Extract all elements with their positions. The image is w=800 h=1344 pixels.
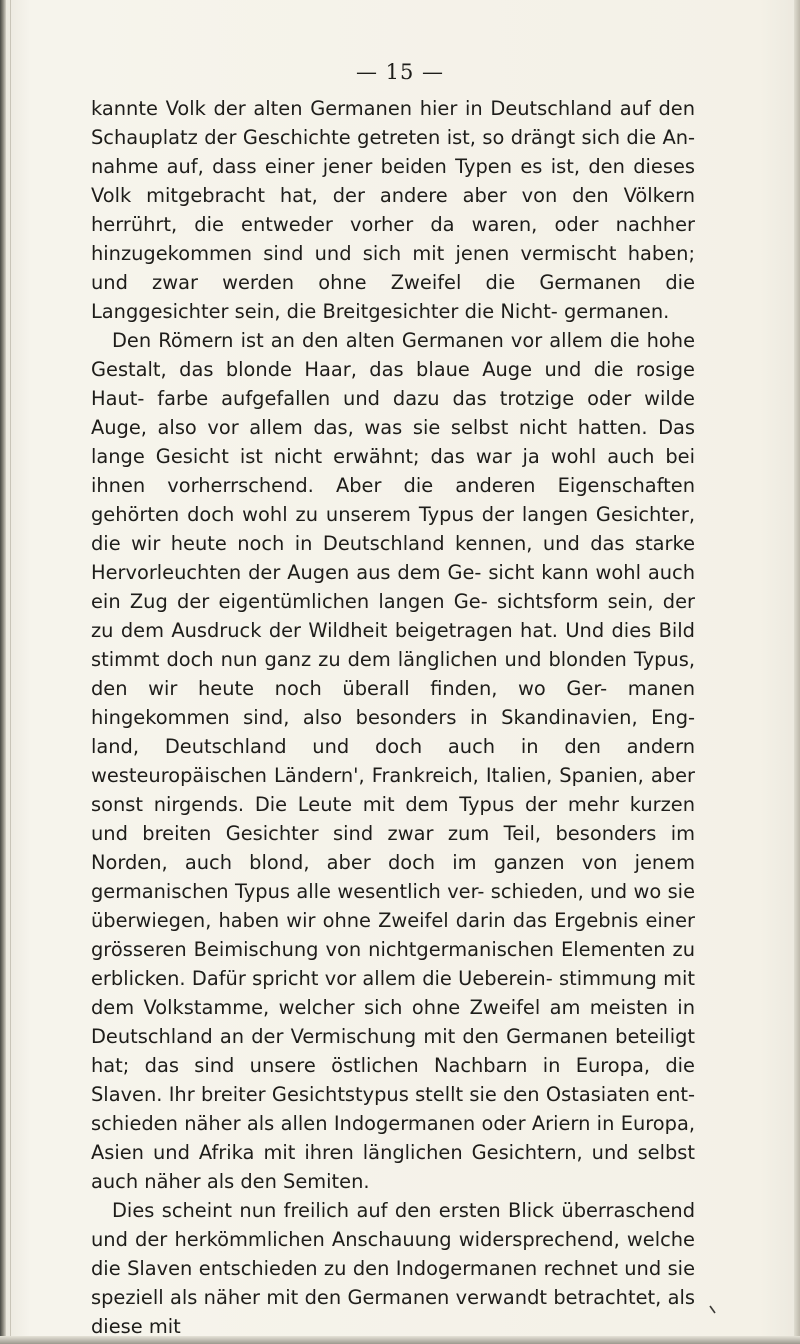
binding-edge: [0, 0, 6, 1344]
paragraph-2: Den Römern ist an den alten Germanen vor allem die hohe Gestalt, das blonde Haar, das blaue Auge und die rosige Haut- farbe aufgefallen und dazu das trotzige oder wilde Auge, also vor allem das, was sie selbst nicht hatten. Das lange Gesicht ist nicht erwähnt; das war ja wohl auch bei ihnen vorherrschend. Aber die anderen Eigenschaften gehörten doch wohl zu unserem Typus der langen Gesichter, die wir heute noch in Deutschland kennen, und das starke Hervorleuchten der Augen aus dem Ge- sicht kann wohl auch ein Zug der eigentümlichen langen Ge- sichtsform sein, der zu dem Ausdruck der Wildheit beigetragen hat. Und dies Bild stimmt doch nun ganz zu dem länglichen und blonden Typus, den wir heute noch überall finden, wo Ger- manen hingekommen sind, also besonders in Skandinavien, Eng- land, Deutschland und doch auch in den andern westeuropäischen Ländern', Frankreich, Italien, Spanien, aber sonst nirgends. Die Leute mit dem Typus der mehr kurzen und breiten Gesichter sind zwar zum Teil, besonders im Norden, auch blond, aber doch im ganzen von jenem germanischen Typus alle wesentlich ver- schieden, und wo sie überwiegen, haben wir ohne Zweifel darin das Ergebnis einer grösseren Beimischung von nichtgermanischen Elementen zu erblicken. Dafür spricht vor allem die Ueberein- stimmung mit dem Volkstamme, welcher sich ohne Zweifel am meisten in Deutschland an der Vermischung mit den Germanen beteiligt hat; das sind unsere östlichen Nachbarn in Europa, die Slaven. Ihr breiter Gesichtstypus stellt sie den Ostasiaten ent- schieden näher als allen Indogermanen oder Ariern in Europa, Asien und Afrika mit ihren länglichen Gesichtern, und selbst auch näher als den Semiten.: [91, 329, 695, 1193]
binding-shadow-line: [10, 0, 11, 1344]
paragraph-3: Dies scheint nun freilich auf den ersten Blick überraschend und der herkömmlichen Anschauung widersprechend, welche die Slaven entschieden zu den Indogermanen rechnet und sie speziell als näher mit den Germanen verwandt betrachtet, als diese mit: [91, 1199, 695, 1338]
page-number: — 15 —: [355, 60, 445, 84]
page-right-edge: [794, 0, 800, 1344]
paragraph-1: kannte Volk der alten Germanen hier in Deutschland auf den Schauplatz der Geschichte getreten ist, so drängt sich die An- nahme auf, dass einer jener beiden Typen es ist, den dieses Volk mitgebracht hat, der andere aber von den Völkern herrührt, die entweder vorher da waren, oder nachher hinzugekommen sind und sich mit jenen vermischt haben; und zwar werden ohne Zweifel die Germanen die Langgesichter sein, die Breitgesichter die Nicht- germanen.: [91, 97, 695, 323]
body-text: [91, 94, 695, 1341]
stray-ink-mark: [708, 1304, 718, 1319]
